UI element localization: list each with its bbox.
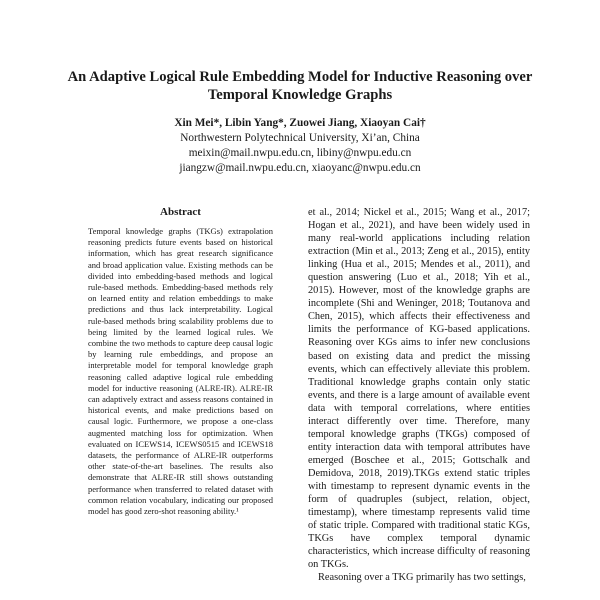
email-line: jiangzw@mail.nwpu.edu.cn, xiaoyanc@nwpu.edu.cn bbox=[179, 162, 421, 174]
paper-title bbox=[40, 68, 560, 104]
abstract-text: Temporal knowledge graphs (TKGs) extrapolation reasoning predicts future events based on historical information, which has great research significance and broad application value. Existing methods can be divided into embedding-based methods and logical rule-based methods. Embedding-based methods rely on learned entity and relation embeddings to make predictions and thus lack interpretability. Logical rule-based methods bring scalability problems due to being limited by the learned logical rules. We combine the two methods to capture deep causal logic by learning rule embeddings, and propose an interpretable model for temporal knowledge graph reasoning called adaptive logical rule embedding model for inductive reasoning (ALRE-IR). ALRE-IR can adaptively extract and assess reasons contained in historical events, and make predictions based on causal logic. Furthermore, we propose a one-class augmented matching loss for optimization. When evaluated on ICEWS14, ICEWS0515 and ICEWS18 datasets, the performance of ALRE-IR outperforms other state-of-the-art baselines. The results also demonstrate that ALRE-IR still shows outstanding performance when transferred to related dataset with common relation vocabulary, indicating our proposed model has good zero-shot reasoning ability.¹ bbox=[88, 226, 273, 517]
intro-paragraph: et al., 2014; Nickel et al., 2015; Wang et al., 2017; Hogan et al., 2021), and have been widely used in many real-world applications including relation extraction (Min et al., 2013; Zeng et al., 2015), entity linking (Hua et al., 2015; Mendes et al., 2011), and question answering (Luo et al., 2018; Yih et al., 2015). However, most of the knowledge graphs are incomplete (Shi and Weninger, 2018; Toutanova and Chen, 2015), which affects their effectiveness and limits the performance of KG-based applications. Reasoning over KGs aims to infer new conclusions based on existing data and predict the missing events, which can effectively alleviate this problem. Traditional knowledge graphs contain only static events, and there is a large amount of available event data with temporal correlations, where entities interact differently over time. Therefore, many temporal knowledge graphs (TKGs) composed of entity interaction data with temporal attributes have emerged (Boschee et al., 2015; Gottschalk and Demidova, 2018, 2019).TKGs extend static triples with timestamp to represent dynamic events in the form of quadruples (subject, relation, object, timestamp), where timestamp represents valid time of static triple. Compared with traditional static KGs, TKGs have complex temporal dynamic characteristics, which increase difficulty of reasoning on TKGs. bbox=[308, 207, 530, 571]
author-names: Xin Mei*, Libin Yang*, Zuowei Jiang, Xiaoyan Cai† bbox=[174, 117, 426, 129]
abstract-section bbox=[88, 205, 273, 517]
affiliation: Northwestern Polytechnical University, Xi’an, China bbox=[180, 132, 420, 144]
title-line: An Adaptive Logical Rule Embedding Model for Inductive Reasoning over bbox=[67, 69, 533, 85]
email-line: meixin@mail.nwpu.edu.cn, libiny@nwpu.edu.cn bbox=[188, 147, 412, 159]
intro-paragraph: Reasoning over a TKG primarily has two settings, bbox=[318, 572, 526, 584]
introduction-column bbox=[308, 206, 530, 600]
title-line: Temporal Knowledge Graphs bbox=[207, 87, 393, 103]
author-block bbox=[100, 116, 500, 176]
abstract-heading: Abstract bbox=[160, 206, 201, 218]
